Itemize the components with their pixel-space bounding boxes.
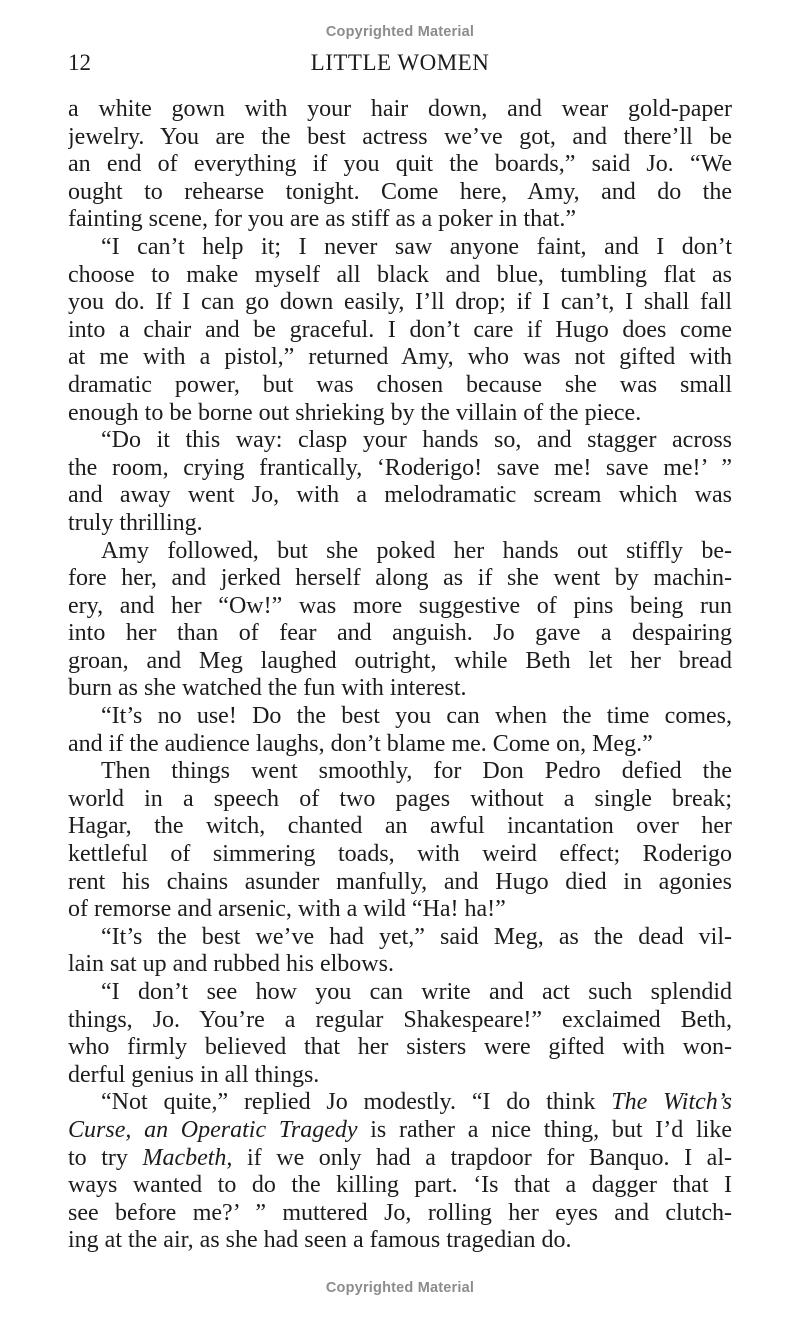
text-line: jewelry. You are the best actress we’ve got, and there’ll be [68, 123, 732, 150]
text-line: Curse, an Operatic Tragedy is rather a nice thing, but I’d like [68, 1116, 732, 1143]
text-line: ought to rehearse tonight. Come here, Amy, and do the [68, 178, 732, 205]
text-line: a white gown with your hair down, and wear gold-paper [68, 96, 732, 122]
text-line: Amy followed, but she poked her hands out stiffly be- [101, 537, 732, 564]
text-line: to try Macbeth, if we only had a trapdoor for Banquo. I al- [68, 1144, 732, 1171]
paragraph [68, 96, 732, 234]
text-line: groan, and Meg laughed outright, while Beth let her bread [68, 647, 732, 674]
paragraph [68, 924, 732, 979]
text-line: who firmly believed that her sisters were gifted with won- [68, 1034, 732, 1061]
text-line: the room, crying frantically, ‘Roderigo! save me! save me!’ ” [68, 454, 732, 481]
text-line: derful genius in all things. [68, 1061, 320, 1088]
text-line: “Not quite,” replied Jo modestly. “I do think The Witch’s [101, 1089, 732, 1116]
text-line: world in a speech of two pages without a single break; [68, 785, 732, 812]
text-line: truly thrilling. [68, 509, 203, 536]
text-line: burn as she watched the fun with interest. [68, 675, 467, 702]
running-head [68, 50, 732, 80]
page-number: 12 [68, 50, 91, 75]
text-line: ery, and her “Ow!” was more suggestive of pins being run [68, 592, 732, 619]
text-line: “It’s no use! Do the best you can when the time comes, [101, 703, 732, 730]
text-line: kettleful of simmering toads, with weird effect; Roderigo [68, 841, 732, 868]
copyright-notice-top: Copyrighted Material [325, 24, 475, 40]
text-line: you do. If I can go down easily, I’ll drop; if I can’t, I shall fall [68, 289, 732, 316]
text-line: dramatic power, but was chosen because she was small [68, 371, 732, 398]
running-title: LITTLE WOMEN [310, 50, 490, 75]
text-line: see before me?’ ” muttered Jo, rolling her eyes and clutch- [68, 1199, 732, 1226]
text-line: lain sat up and rubbed his elbows. [68, 951, 394, 978]
text-line: Hagar, the witch, chanted an awful incantation over her [68, 813, 732, 840]
text-line: “Do it this way: clasp your hands so, and stagger across [101, 427, 732, 454]
paragraph [68, 979, 732, 1089]
text-line: “I don’t see how you can write and act such splendid [101, 979, 732, 1005]
text-line: into her than of fear and anguish. Jo gave a despairing [68, 620, 732, 647]
text-line: and if the audience laughs, don’t blame me. Come on, Meg.” [68, 730, 653, 757]
page-text [68, 96, 732, 1255]
text-line: “It’s the best we’ve had yet,” said Meg, as the dead vil- [101, 923, 732, 950]
text-line: things, Jo. You’re a regular Shakespeare!” exclaimed Beth, [68, 1006, 732, 1033]
text-line: of remorse and arsenic, with a wild “Ha! ha!” [68, 896, 506, 923]
paragraph [68, 703, 732, 758]
text-line: into a chair and be graceful. I don’t care if Hugo does come [68, 316, 732, 343]
copyright-notice-bottom: Copyrighted Material [325, 1280, 475, 1296]
paragraph [68, 427, 732, 537]
text-line: fore her, and jerked herself along as if she went by machin- [68, 565, 732, 592]
paragraph [68, 538, 732, 704]
paragraph [68, 1089, 732, 1255]
text-line: Then things went smoothly, for Don Pedro defied the [101, 758, 732, 785]
text-line: at me with a pistol,” returned Amy, who was not gifted with [68, 344, 732, 371]
text-line: fainting scene, for you are as stiff as a poker in that.” [68, 206, 577, 233]
text-line: ways wanted to do the killing part. ‘Is that a dagger that I [68, 1172, 732, 1199]
text-line: ing at the air, as she had seen a famous tragedian do. [68, 1227, 572, 1254]
paragraph [68, 758, 732, 924]
text-line: enough to be borne out shrieking by the villain of the piece. [68, 399, 642, 426]
text-line: choose to make myself all black and blue, tumbling flat as [68, 261, 732, 288]
paragraph [68, 234, 732, 427]
text-line: an end of everything if you quit the boards,” said Jo. “We [68, 151, 732, 178]
text-line: “I can’t help it; I never saw anyone faint, and I don’t [101, 233, 732, 260]
text-line: and away went Jo, with a melodramatic scream which was [68, 482, 732, 509]
text-line: rent his chains asunder manfully, and Hugo died in agonies [68, 868, 732, 895]
